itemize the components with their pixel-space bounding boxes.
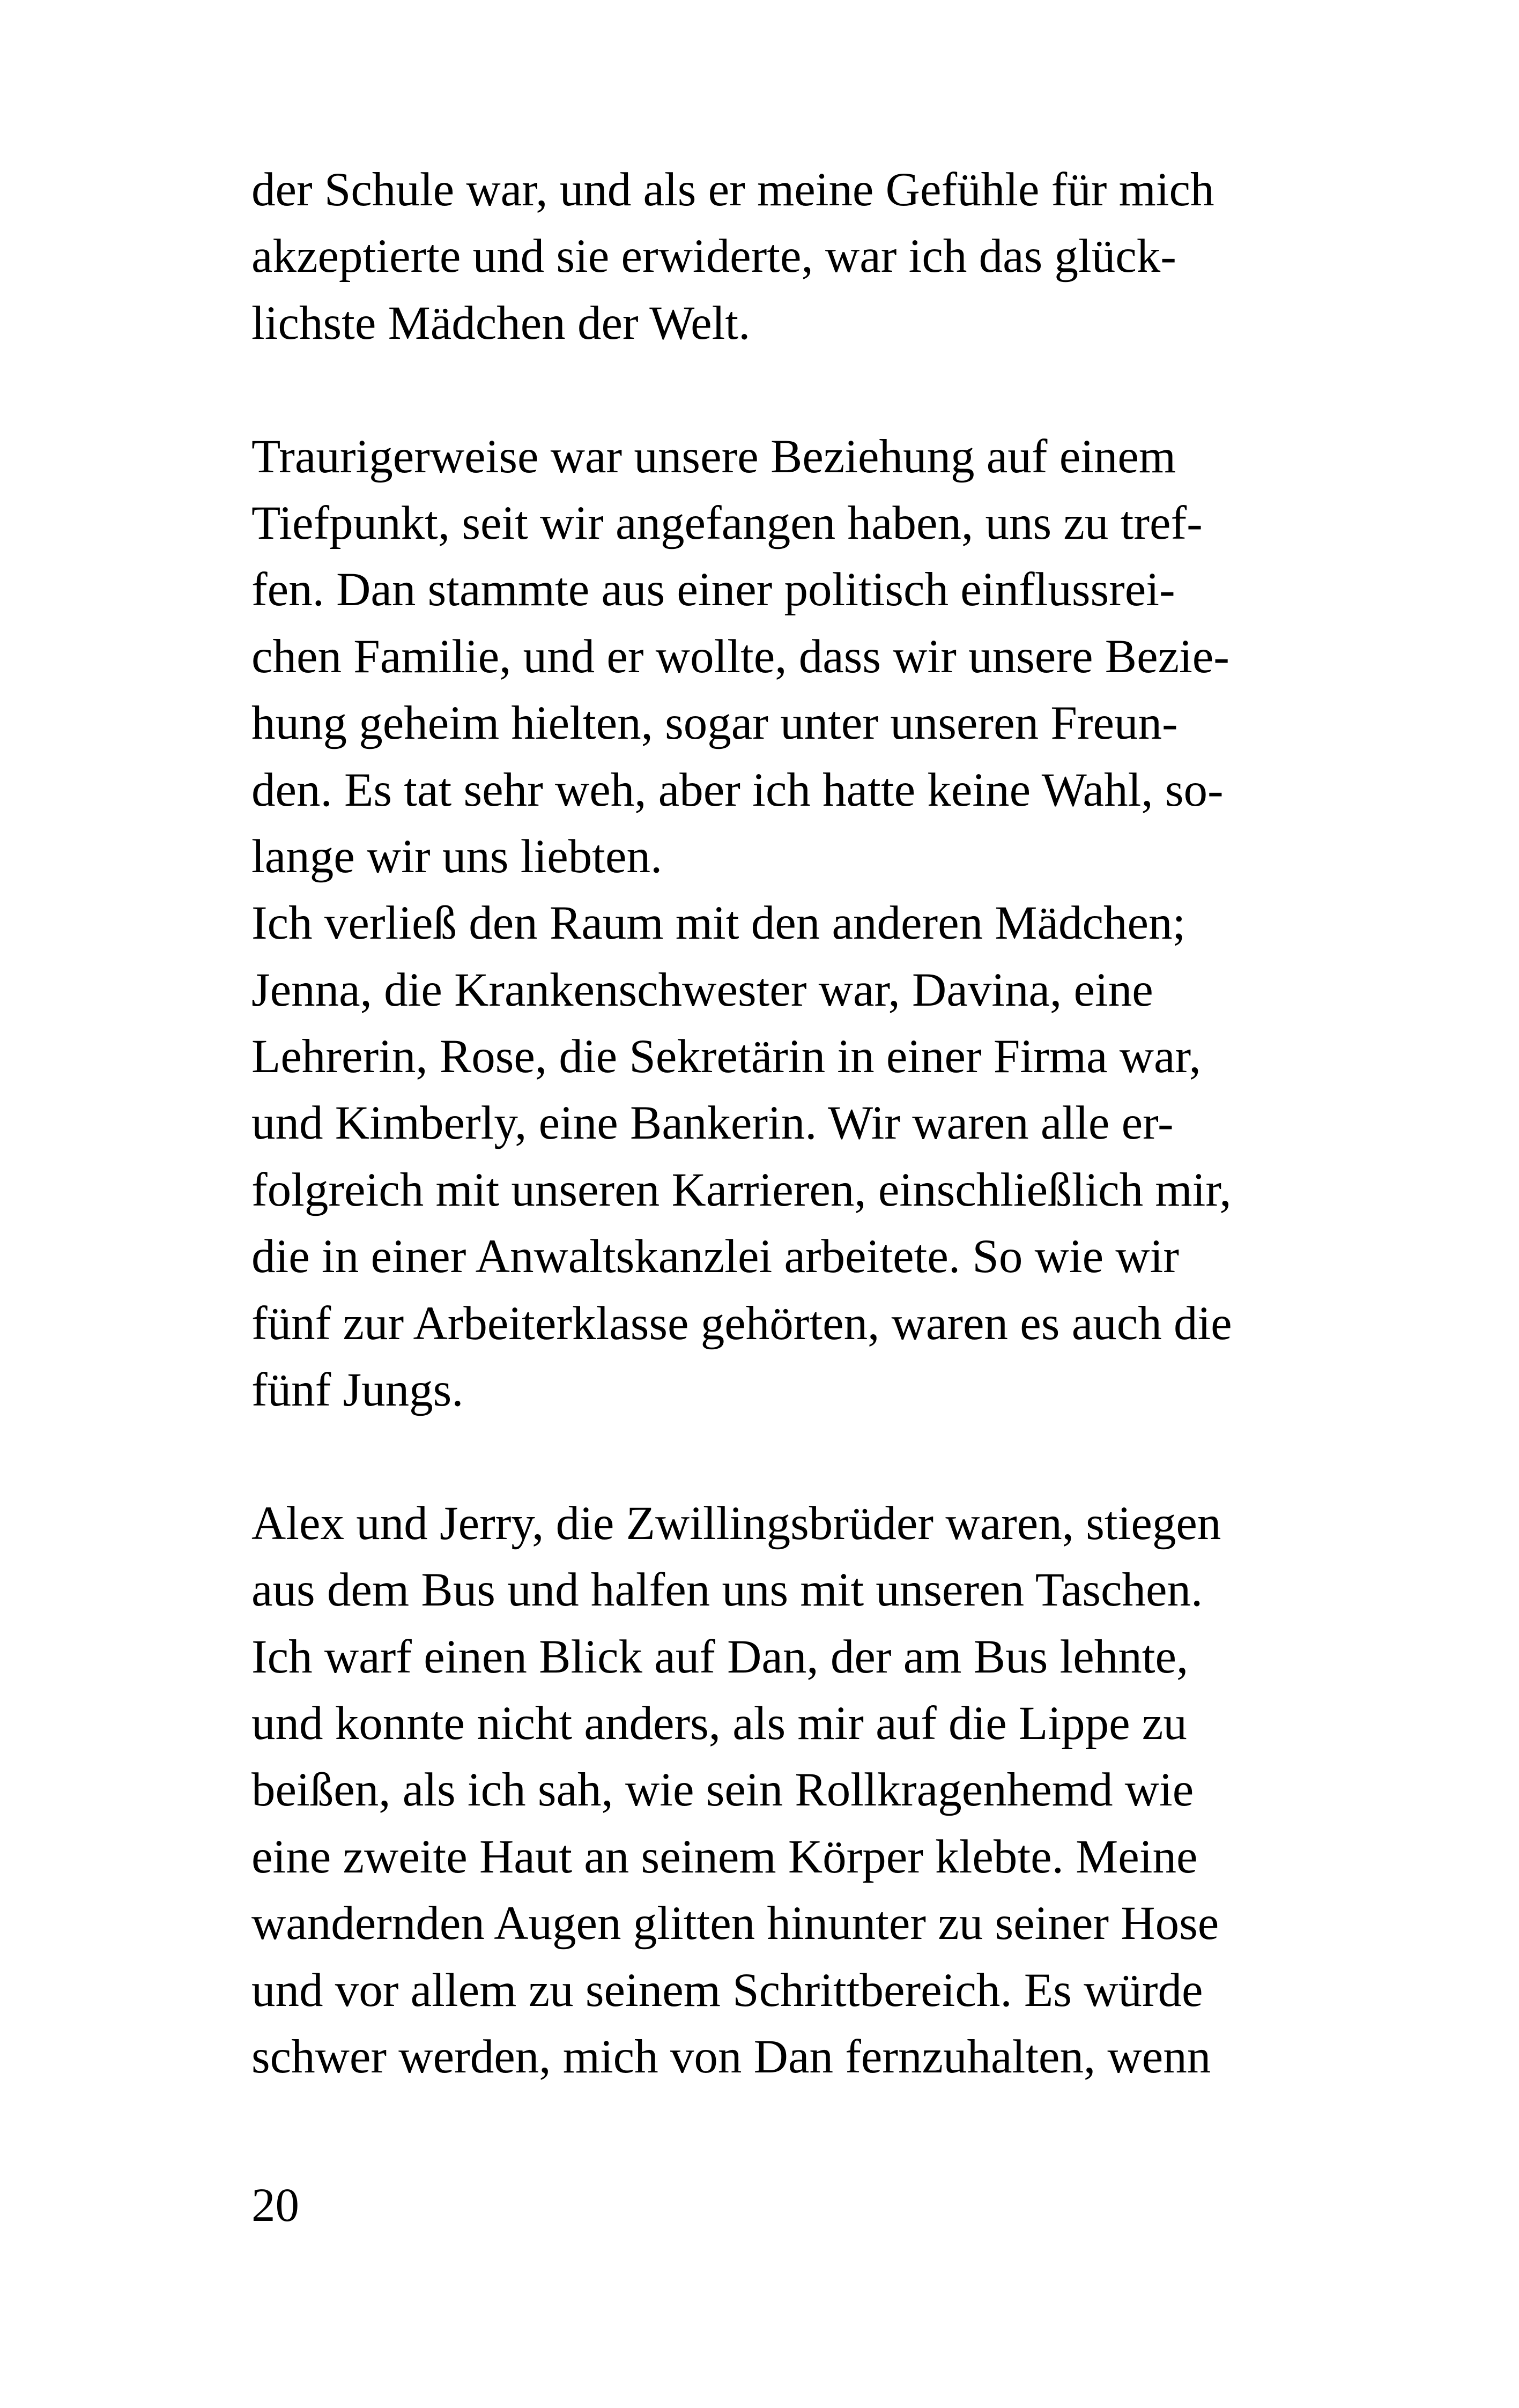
text-line: und konnte nicht anders, als mir auf die Lippe zu — [251, 1697, 1187, 1750]
text-line: Ich warf einen Blick auf Dan, der am Bus lehnte, — [251, 1630, 1189, 1683]
text-line: Alex und Jerry, die Zwillingsbrüder waren, stiegen — [251, 1497, 1221, 1550]
text-line: und Kimberly, eine Bankerin. Wir waren alle er- — [251, 1097, 1174, 1150]
text-line: aus dem Bus und halfen uns mit unseren Taschen. — [251, 1564, 1203, 1617]
text-line: beißen, als ich sah, wie sein Rollkragenhemd wie — [251, 1764, 1194, 1817]
text-line: Lehrerin, Rose, die Sekretärin in einer Firma war, — [251, 1030, 1201, 1083]
text-line: der Schule war, und als er meine Gefühle für mich — [251, 163, 1214, 216]
paragraph-gap — [251, 1423, 1324, 1490]
text-line: Jenna, die Krankenschwester war, Davina, eine — [251, 963, 1153, 1016]
text-line: Traurigerweise war unsere Beziehung auf einem — [251, 430, 1176, 483]
body-text — [251, 157, 1324, 2090]
text-line: chen Familie, und er wollte, dass wir unsere Bezie- — [251, 630, 1229, 683]
text-line: fen. Dan stammte aus einer politisch einflussrei- — [251, 563, 1175, 616]
text-line: lichste Mädchen der Welt. — [251, 296, 751, 350]
paragraph-gap — [251, 356, 1324, 423]
text-line: wandernden Augen glitten hinunter zu seiner Hose — [251, 1897, 1219, 1950]
text-line: lange wir uns liebten. — [251, 830, 663, 883]
text-line: eine zweite Haut an seinem Körper klebte. Meine — [251, 1830, 1198, 1883]
text-line: Ich verließ den Raum mit den anderen Mädchen; — [251, 897, 1186, 950]
text-line: fünf zur Arbeiterklasse gehörten, waren es auch die — [251, 1297, 1232, 1350]
text-line: die in einer Anwaltskanzlei arbeitete. So wie wir — [251, 1230, 1179, 1283]
text-line: fünf Jungs. — [251, 1364, 464, 1417]
text-line: folgreich mit unseren Karrieren, einschließlich mir, — [251, 1163, 1232, 1216]
page-number: 20 — [251, 2179, 299, 2232]
text-line: schwer werden, mich von Dan fernzuhalten, wenn — [251, 2030, 1211, 2083]
text-line: hung geheim hielten, sogar unter unseren Freun- — [251, 697, 1178, 750]
text-line: und vor allem zu seinem Schrittbereich. Es würde — [251, 1964, 1203, 2017]
text-line: Tiefpunkt, seit wir angefangen haben, uns zu tref- — [251, 496, 1203, 549]
text-line: akzeptierte und sie erwiderte, war ich das glück- — [251, 230, 1176, 283]
text-line: den. Es tat sehr weh, aber ich hatte keine Wahl, so- — [251, 763, 1224, 816]
